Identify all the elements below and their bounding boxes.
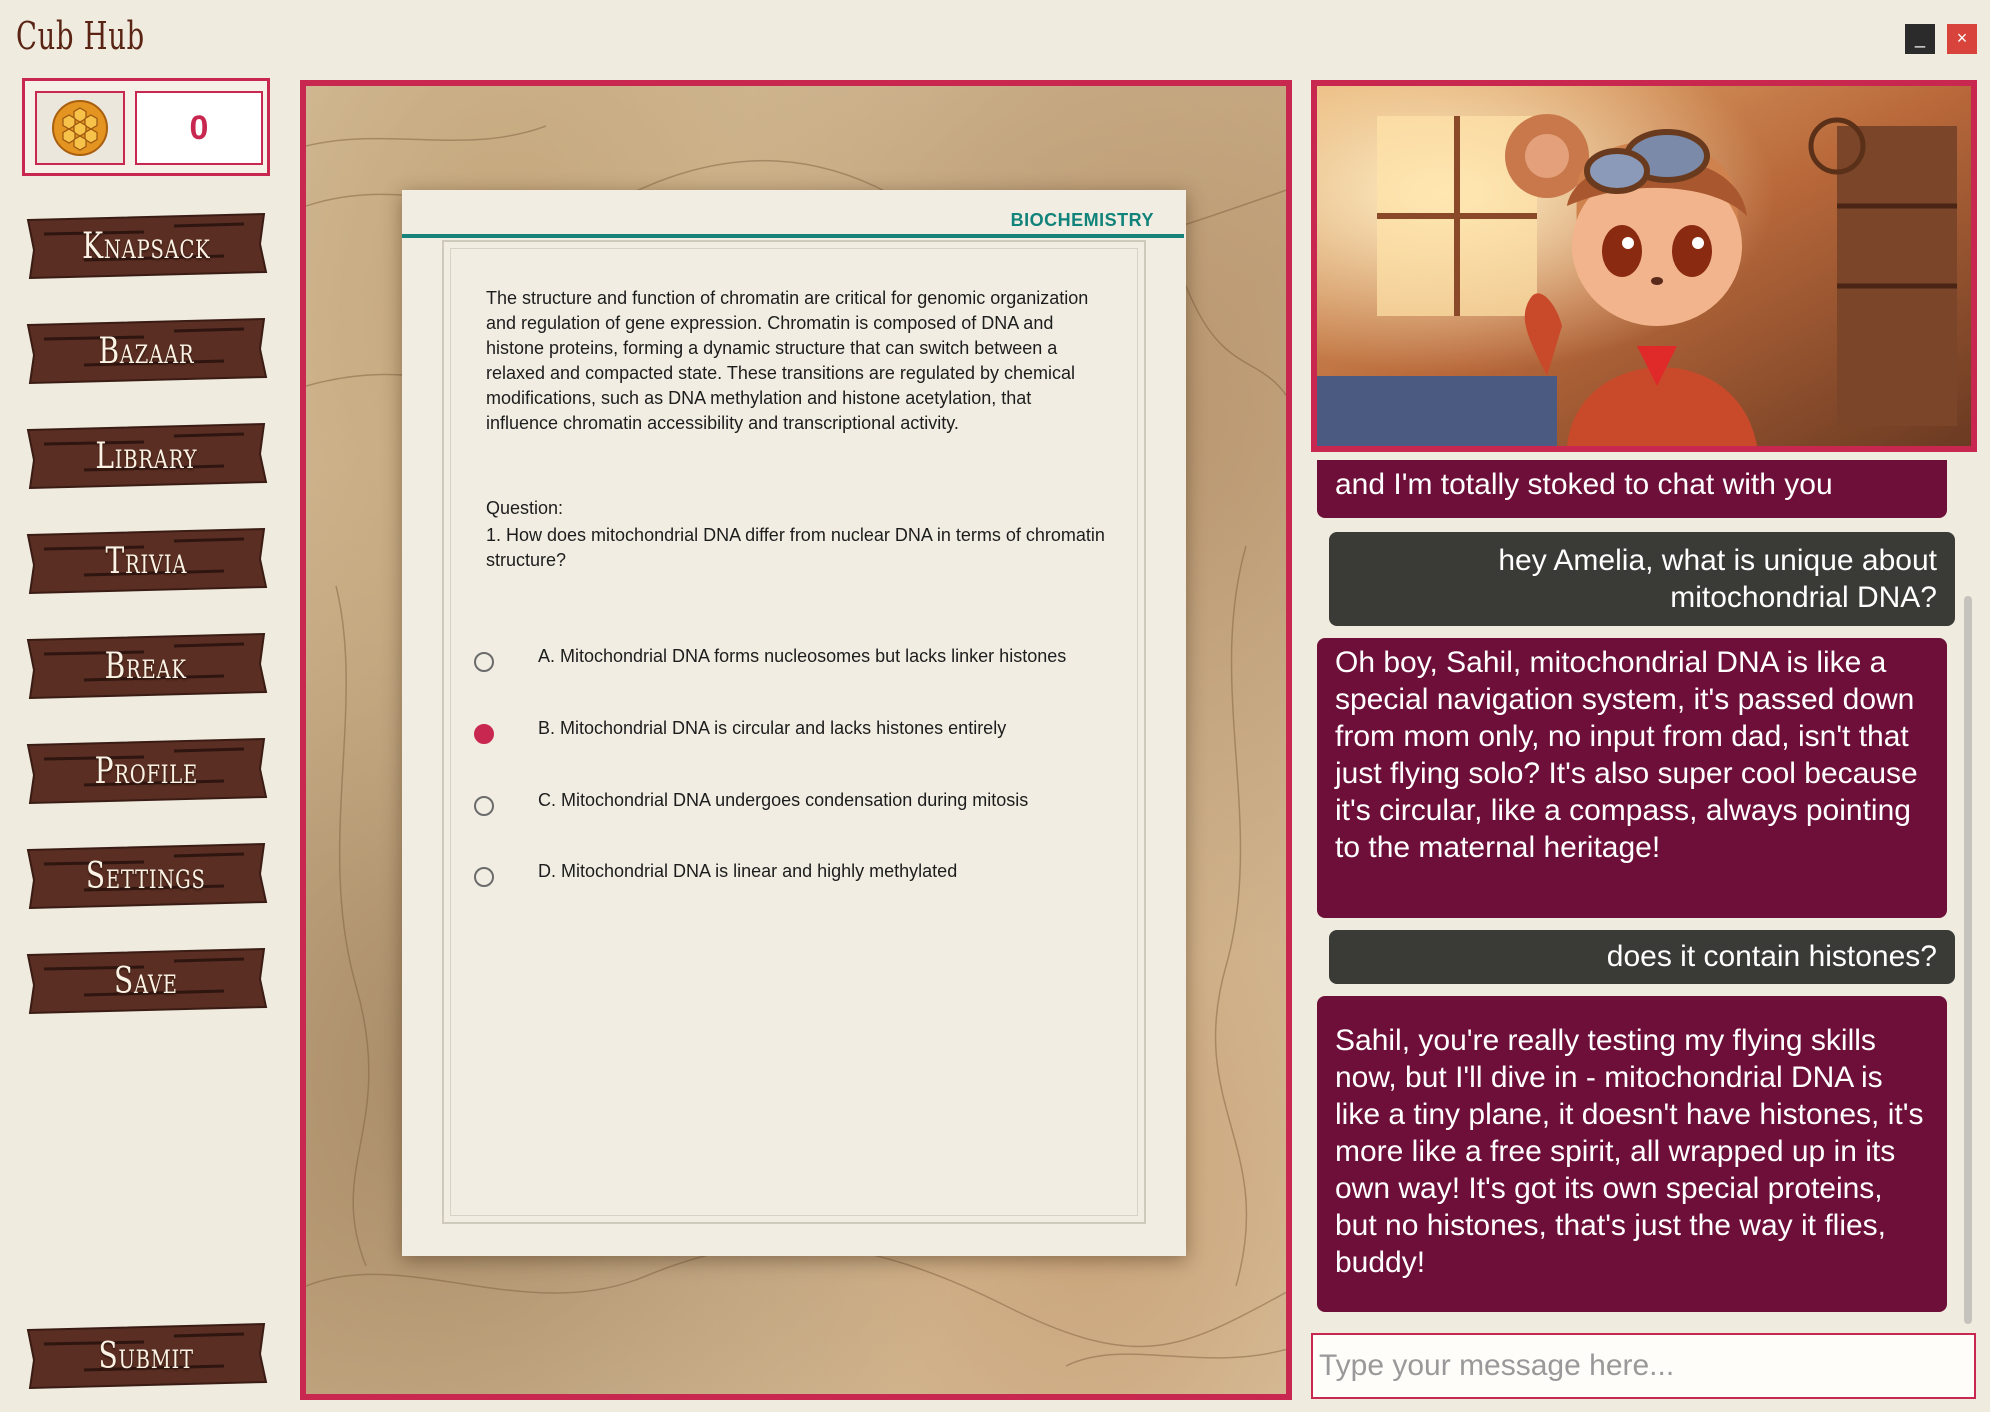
chat-message-bot: Oh boy, Sahil, mitochondrial DNA is like a special navigation system, it's passed down from mom only, no input from dad, isn't that just flying solo? It's also super cool because it's circular, like a compass, always pointing to the maternal heritage! (1317, 638, 1947, 918)
option-b-text: B. Mitochondrial DNA is circular and lacks histones entirely (538, 718, 1007, 738)
option-d-text: D. Mitochondrial DNA is linear and highly methylated (538, 861, 958, 881)
character-portrait (1311, 80, 1977, 452)
question-text: 1. How does mitochondrial DNA differ from nuclear DNA in terms of chromatin structure? (486, 525, 1105, 570)
chat-input[interactable] (1311, 1333, 1976, 1399)
submit-label: Submit (98, 1335, 194, 1377)
chat-message-user: does it contain histones? (1329, 930, 1955, 984)
trivia-label: Trivia (105, 540, 187, 582)
currency-box (22, 78, 270, 176)
trivia-button[interactable] (24, 525, 268, 597)
radio-a[interactable] (474, 652, 494, 672)
subject-divider (402, 234, 1184, 238)
quiz-panel (300, 80, 1292, 1400)
chat-message-user: hey Amelia, what is unique about mitochondrial DNA? (1329, 532, 1955, 626)
save-label: Save (114, 960, 178, 1002)
close-button[interactable]: × (1947, 24, 1977, 54)
question-label: Question: (486, 498, 564, 518)
profile-button[interactable] (24, 735, 268, 807)
chat-log (1311, 460, 1959, 1330)
profile-label: Profile (94, 750, 198, 792)
library-button[interactable] (24, 420, 268, 492)
option-c-text: C. Mitochondrial DNA undergoes condensation during mitosis (538, 790, 1029, 810)
submit-button[interactable] (24, 1320, 268, 1392)
library-label: Library (95, 435, 197, 477)
subject-label: BIOCHEMISTRY (1010, 210, 1154, 230)
radio-b[interactable] (474, 724, 494, 744)
chat-message-bot: Sahil, you're really testing my flying skills now, but I'll dive in - mitochondrial DNA is like a tiny plane, it doesn't have histones, it's more like a free spirit, all wrapped up in its own way! It's got its own special proteins, but no histones, that's just the way it flies, buddy! (1317, 996, 1947, 1312)
break-button[interactable] (24, 630, 268, 702)
chat-message-bot: and I'm totally stoked to chat with you (1317, 460, 1947, 518)
save-button[interactable] (24, 945, 268, 1017)
currency-count: 0 (135, 91, 263, 165)
knapsack-label: Knapsack (81, 225, 211, 267)
bazaar-label: Bazaar (98, 330, 194, 372)
option-a-text: A. Mitochondrial DNA forms nucleosomes but lacks linker histones (538, 646, 1067, 666)
settings-label: Settings (86, 855, 206, 897)
knapsack-button[interactable] (24, 210, 268, 282)
bazaar-button[interactable] (24, 315, 268, 387)
passage-text: The structure and function of chromatin are critical for genomic organization and regulation of gene expression. Chromatin is composed of DNA and histone proteins, forming a dynamic structure that can switch between a relaxed and compacted state. These transitions are regulated by chemical modifications, such as DNA methylation and histone acetylation, that influence chromatin accessibility and transcriptional activity. (486, 288, 1089, 433)
radio-d[interactable] (474, 867, 494, 887)
radio-c[interactable] (474, 796, 494, 816)
app-title: Cub Hub (16, 14, 145, 58)
break-label: Break (104, 645, 188, 687)
chat-scrollbar[interactable] (1964, 596, 1972, 1324)
minimize-button[interactable]: _ (1905, 24, 1935, 54)
settings-button[interactable] (24, 840, 268, 912)
honeycomb-icon (35, 91, 125, 165)
